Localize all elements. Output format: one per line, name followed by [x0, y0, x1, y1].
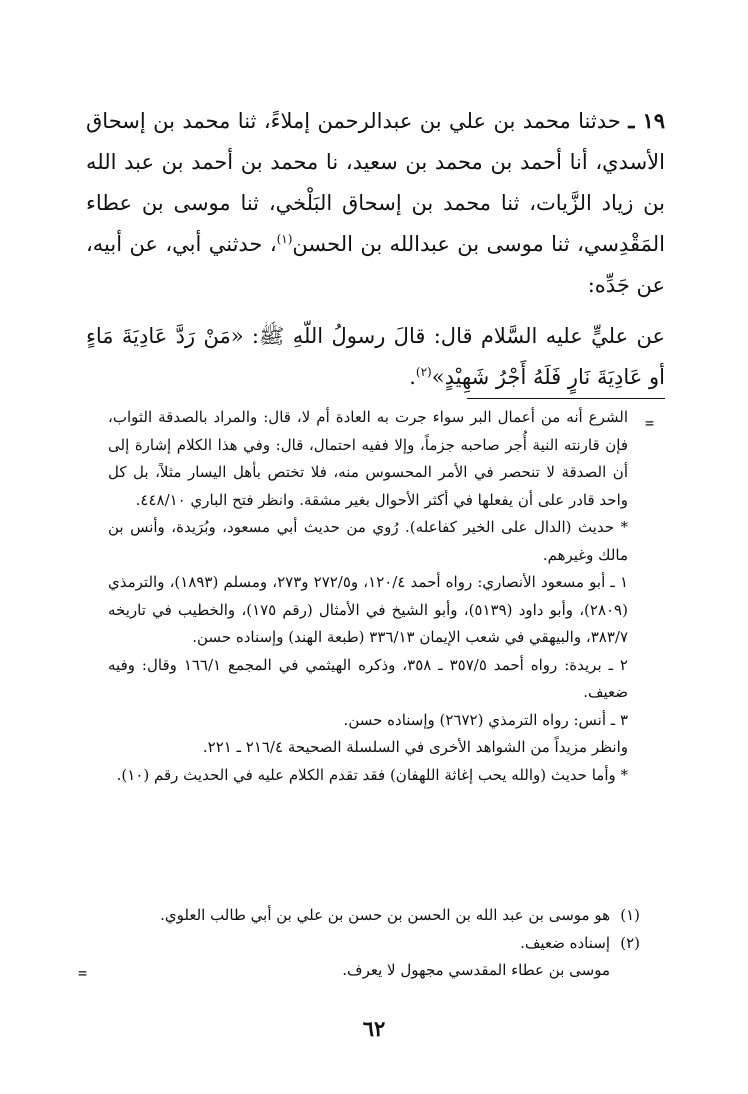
matn-end: .: [409, 365, 416, 389]
footnote-2: [140, 930, 640, 958]
continuation-mark-top: =: [645, 414, 655, 432]
matn-text: عن عليٍّ عليه السَّلام قال: قالَ رسولُ اللّهِ ﷺ: «مَنْ رَدَّ عَادِيَةَ مَاءٍ أو عَادِيَةَ نَارٍ فَلَهُ أَجْرُ شَهِيْدٍ»: [86, 324, 665, 389]
note-paragraph: ١ ـ أبو مسعود الأنصاري: رواه أحمد ١٢٠/٤، و٢٧٢/٥ و٢٧٣، ومسلم (١٨٩٣)، والترمذي (٢٨٠٩)، وأبو داود (٥١٣٩)، وأبو الشيخ في الأمثال (رقم ١٧٥)، والخطيب في تاريخه ٣٨٣/٧، والبيهقي في شعب الإيمان ٣٣٦/١٣ (طبعة الهند) وإسناده حسن.: [108, 573, 628, 646]
footnote-mark: (٢): [620, 933, 640, 952]
note-paragraph: * وأما حديث (والله يحب إغاثة اللهفان) فقد تقدم الكلام عليه في الحديث رقم (١٠).: [116, 765, 628, 784]
isnad-paragraph: [86, 100, 665, 306]
footnote-text: هو موسى بن عبد الله بن الحسن بن حسن بن علي بن أبي طالب العلوي.: [160, 906, 610, 924]
footnote-mark: (١): [620, 906, 640, 924]
note-paragraph: ٢ ـ بريدة: رواه أحمد ٣٥٧/٥ ـ ٣٥٨، وذكره الهيثمي في المجمع ١٦٦/١ وقال: وفيه ضعيف.: [108, 655, 628, 701]
continuation-mark-bottom: =: [78, 964, 88, 982]
footnote-text: موسى بن عطاء المقدسي مجهول لا يعرف.: [342, 961, 610, 979]
note-paragraph: الشرع أنه من أعمال البر سواء جرت به العادة أم لا، قال: والمراد بالصدقة الثواب، فإن قارنته النية أُجر صاحبه جزماً، وإلا ففيه احتمال، قال: وفي هذا الكلام إشارة إلى أن الصدقة لا تنحصر في الأمر المحسوس منه، فلا تختص بأهل اليسار مثلاً، بل كل واحد قادر على أن يفعلها في أكثر الأحوال بغير مشقة. وانظر فتح الباري ٤٤٨/١٠.: [108, 408, 628, 509]
page-number: ٦٢: [362, 1016, 386, 1041]
main-text: [86, 100, 665, 398]
footnote-1: [140, 902, 640, 930]
footnote-ref-1[interactable]: (١): [276, 232, 293, 246]
isnad-text: حدثنا محمد بن علي بن عبدالرحمن إملاءً، ثنا محمد بن إسحاق الأسدي، أنا أحمد بن محمد بن سعيد، نا محمد بن أحمد بن عبد الله بن زياد الزَّيات، ثنا محمد بن إسحاق البَلْخي، ثنا موسى بن عطاء المَقْدِسي، ثنا موسى بن عبدالله بن الحسن: [86, 109, 665, 256]
footnotes: [140, 902, 640, 985]
footnote-text: إسناده ضعيف.: [520, 933, 610, 952]
matn-paragraph: [86, 316, 665, 398]
footnote-divider: [467, 398, 665, 399]
continued-notes: [108, 404, 628, 789]
note-paragraph: * حديث (الدال على الخير كفاعله). رُوي من حديث أبي مسعود، وبُرَيدة، وأنس بن مالك وغيرهم.: [108, 518, 628, 564]
note-paragraph: ٣ ـ أنس: رواه الترمذي (٢٦٧٢) وإسناده حسن.: [343, 710, 628, 729]
footnote-ref-2[interactable]: (٢): [415, 365, 432, 379]
hadith-number: ١٩ ـ: [628, 108, 665, 133]
isnad-text-end: ، حدثني أبي، عن أبيه، عن جَدِّه:: [86, 232, 665, 297]
footnote-2-continued: [140, 957, 640, 985]
note-paragraph: وانظر مزيداً من الشواهد الأخرى في السلسلة الصحيحة ٢١٦/٤ ـ ٢٢١.: [202, 738, 628, 756]
